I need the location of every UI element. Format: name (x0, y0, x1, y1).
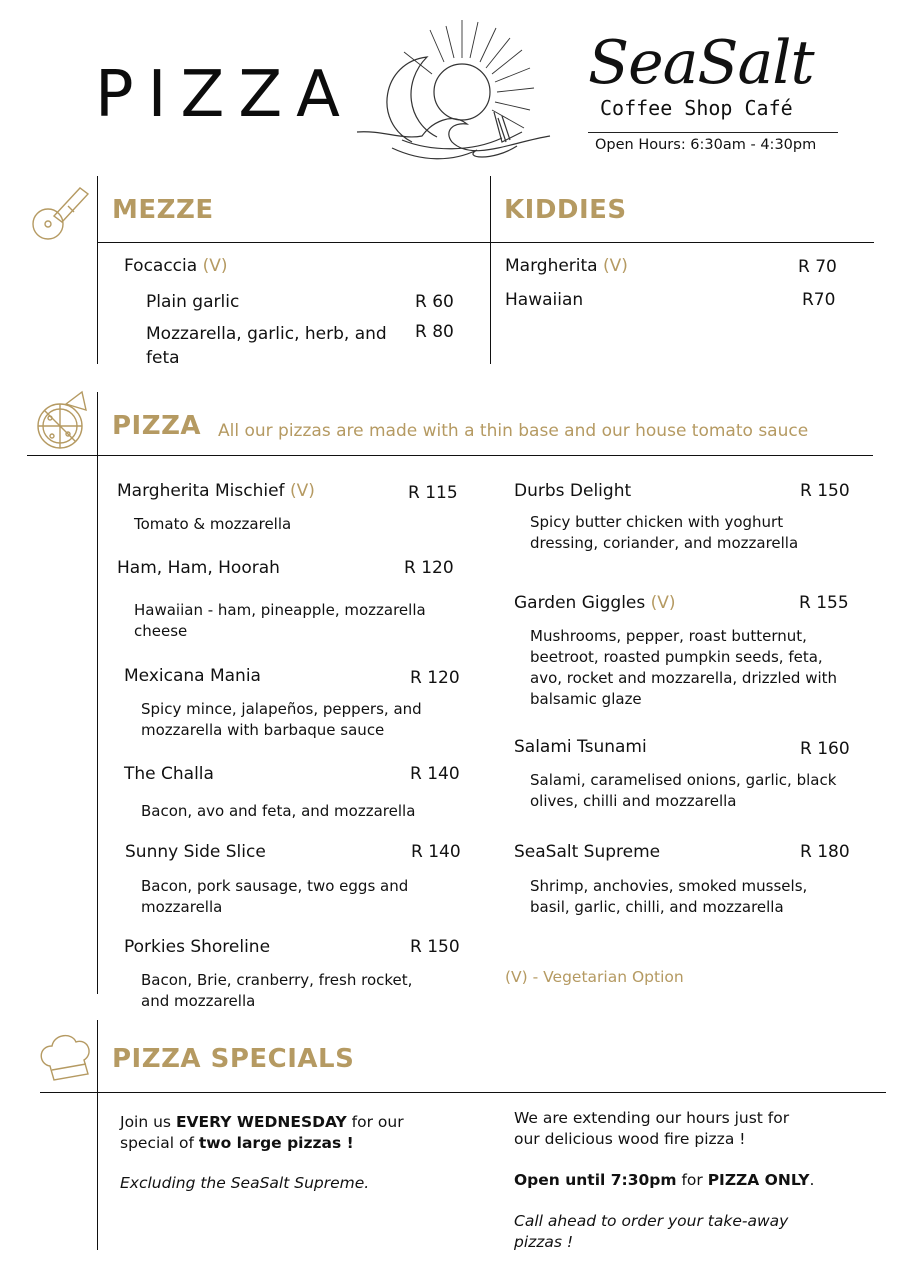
notice-text: . (809, 1171, 815, 1189)
pizza-item-name (117, 481, 315, 501)
pizza-item-name: Salami Tsunami (514, 737, 647, 757)
pizza-divider-vertical (97, 392, 98, 994)
special-text: for our special of (120, 1113, 404, 1152)
pizza-item-price: R 150 (410, 937, 460, 957)
item-name: Margherita (505, 256, 598, 276)
kiddies-price: R 70 (798, 257, 837, 277)
pizza-tagline: All our pizzas are made with a thin base and our house tomato sauce (218, 421, 809, 441)
pizza-item-desc: Spicy butter chicken with yoghurt dressing, coriander, and mozzarella (530, 513, 799, 552)
pizza-item-desc: Bacon, pork sausage, two eggs and mozzarella (141, 877, 409, 916)
mezze-item (124, 256, 227, 276)
chef-hat-icon (36, 1030, 94, 1084)
item-name: Margherita Mischief (117, 481, 285, 501)
kiddies-title: KIDDIES (504, 195, 627, 225)
pizza-item-name: Sunny Side Slice (125, 842, 266, 862)
pizza-divider (27, 455, 873, 456)
item-name: Garden Giggles (514, 593, 646, 613)
brand-subtitle: Coffee Shop Café (600, 96, 793, 120)
pizza-item-desc: Bacon, avo and feta, and mozzarella (141, 802, 416, 820)
special-text: Join us (120, 1113, 176, 1131)
special-exclusion (120, 1173, 369, 1194)
kiddies-divider-vertical (490, 176, 491, 364)
pizza-cutter-icon (28, 180, 96, 244)
sun-waves-logo-icon (352, 12, 552, 167)
kiddies-item (505, 256, 628, 276)
mezze-option-name: Plain garlic (146, 292, 240, 312)
pizza-item-name: Durbs Delight (514, 481, 632, 501)
pizza-title: PIZZA (112, 411, 202, 441)
veg-legend: (V) - Vegetarian Option (505, 968, 684, 986)
exclusion-text: Excluding the SeaSalt Supreme. (120, 1174, 370, 1192)
veg-marker: (V) (603, 256, 628, 276)
brand-divider (588, 132, 838, 133)
call-ahead-note (514, 1211, 814, 1253)
pizza-item-price: R 155 (799, 593, 849, 613)
mezze-option-price: R 60 (415, 292, 454, 312)
pizza-item-name: Mexicana Mania (124, 666, 261, 686)
mezze-divider (98, 242, 874, 243)
pizza-item-name: Ham, Ham, Hoorah (117, 558, 280, 578)
pizza-item-price: R 115 (408, 483, 458, 503)
pizza-item-name: Porkies Shoreline (124, 937, 271, 957)
page-title: PIZZA (95, 58, 354, 132)
kiddies-item: Hawaiian (505, 290, 584, 310)
mezze-title: MEZZE (112, 195, 214, 225)
pizza-item-name: SeaSalt Supreme (514, 842, 661, 862)
notice-text: PIZZA ONLY (707, 1171, 810, 1189)
veg-marker: (V) (289, 481, 315, 501)
option-line: Mozzarella, garlic, herb, and (146, 324, 387, 344)
specials-divider-vertical (97, 1020, 98, 1250)
pizza-item-price: R 120 (404, 558, 454, 578)
specials-title: PIZZA SPECIALS (112, 1044, 355, 1074)
pizza-item-price: R 120 (410, 668, 460, 688)
mezze-divider-vertical (97, 176, 98, 364)
special-text: two large pizzas ! (198, 1134, 354, 1152)
notice-text: Open until 7:30pm (514, 1171, 677, 1189)
pizza-item-desc: Spicy mince, jalapeños, peppers, and mozzarella with barbaque sauce (141, 700, 422, 739)
pizza-item-desc: Mushrooms, pepper, roast butternut, beetroot, roasted pumpkin seeds, feta, avo, rocket and mozzarella, drizzled with balsamic glaze (530, 627, 838, 708)
pizza-item-desc: Bacon, Brie, cranberry, fresh rocket, and mozzarella (141, 971, 413, 1010)
pizza-item-price: R 140 (410, 764, 460, 784)
extended-hours-text: We are extending our hours just for our delicious wood fire pizza ! (514, 1109, 790, 1148)
pizza-item-price: R 160 (800, 739, 850, 759)
veg-marker: (V) (202, 256, 228, 276)
brand-name: SeaSalt (588, 28, 814, 98)
pizza-item-desc: Shrimp, anchovies, smoked mussels, basil, garlic, chilli, and mozzarella (530, 877, 808, 916)
pizza-item-name: The Challa (124, 764, 214, 784)
extended-hours-notice (514, 1170, 854, 1191)
kiddies-price: R70 (802, 290, 836, 310)
pizza-item-price: R 140 (411, 842, 461, 862)
mezze-option-price: R 80 (415, 322, 454, 342)
notice-text: for (676, 1171, 708, 1189)
pizza-item-desc: Salami, caramelised onions, garlic, black olives, chilli and mozzarella (530, 771, 837, 810)
pizza-item-price: R 150 (800, 481, 850, 501)
wednesday-special (120, 1112, 420, 1154)
option-line: feta (146, 348, 180, 368)
pizza-item-desc: Tomato & mozzarella (134, 515, 292, 533)
specials-divider (40, 1092, 886, 1093)
veg-marker: (V) (650, 593, 676, 613)
pizza-slice-icon (34, 390, 90, 450)
call-ahead-text: Call ahead to order your take-away pizzas ! (514, 1212, 789, 1251)
special-text: EVERY WEDNESDAY (175, 1113, 347, 1131)
pizza-item-name (514, 593, 676, 613)
pizza-item-desc: Hawaiian - ham, pineapple, mozzarella cheese (134, 601, 426, 640)
pizza-item-price: R 180 (800, 842, 850, 862)
opening-hours: Open Hours: 6:30am - 4:30pm (595, 137, 817, 153)
item-name: Focaccia (124, 256, 198, 276)
mezze-option-name (146, 322, 387, 370)
